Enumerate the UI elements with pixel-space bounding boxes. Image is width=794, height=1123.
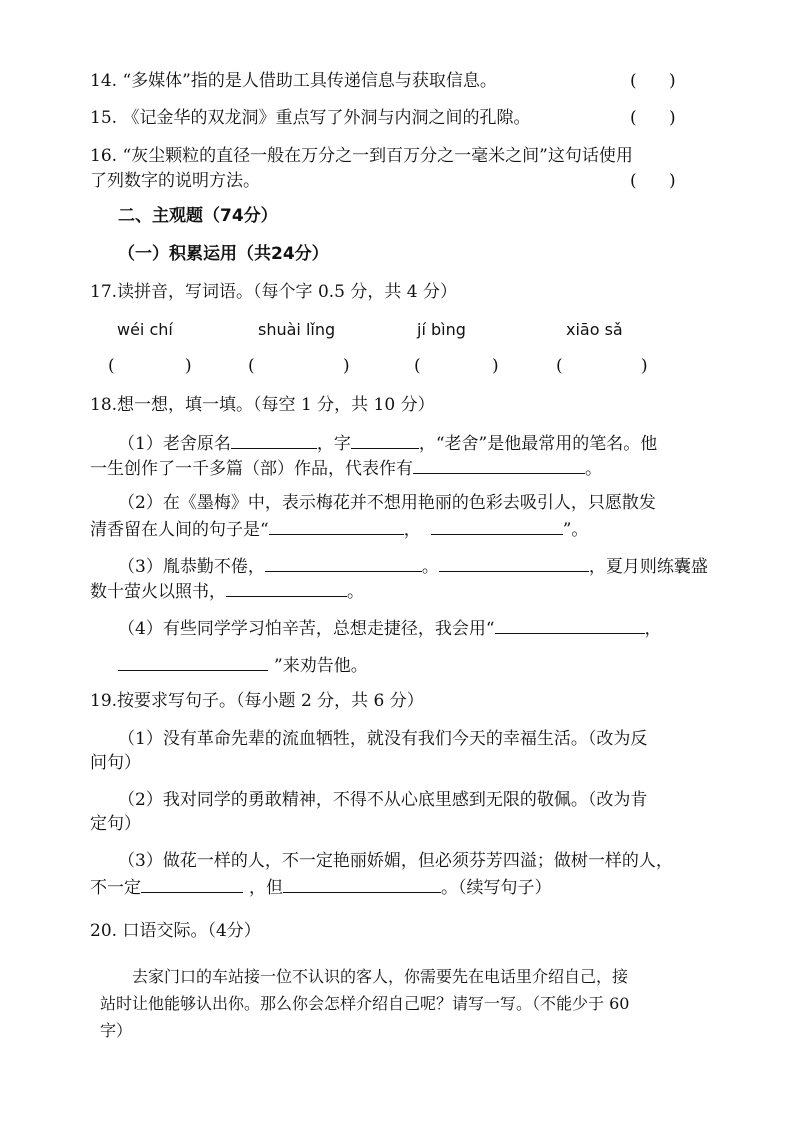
q17-box-1-close: ) [185,356,192,376]
q19-s3-line2 [90,874,552,900]
q18-title: 18.想一想，填一填。（每空 1 分，共 10 分） [90,395,435,415]
blank-tree-2[interactable] [283,874,441,893]
q17-box-4-close: ) [641,356,648,376]
q18-p2-c: ， [403,520,421,540]
blank-proverb-2[interactable] [118,652,268,671]
q18-part3-line1 [118,553,708,579]
q18-part4-line1 [118,615,662,641]
q19-s2-line1: （2）我对同学的勇敢精神，不得不从心底里感到无限的敬佩。（改为肯 [118,790,648,810]
blank-tree-1[interactable] [141,874,243,893]
q19-s3-c: ，但 [249,878,283,898]
q19-title: 19.按要求写句子。（每小题 2 分，共 6 分） [90,691,424,711]
q18-p2-line1: （2）在《墨梅》中，表示梅花并不想用艳丽的色彩去吸引人，只愿散发 [118,493,656,513]
blank-lao-she-zi[interactable] [351,430,419,449]
q18-part1-line1 [118,430,657,456]
blank-nangying-1[interactable] [265,553,422,572]
judge-item-16-line1: 16. “灰尘颗粒的直径一般在万分之一到百万分之一毫米之间”这句话使用 [90,146,633,166]
q19-s2-line2: 定句） [90,814,141,834]
q18-p3-c: ，夏月则练囊盛 [588,557,708,577]
q18-p1-b: ，字 [316,434,351,454]
blank-lao-she-name[interactable] [231,430,317,449]
q18-part3-line2 [90,578,364,604]
blank-nangying-3[interactable] [226,578,347,597]
q17-pinyin-3: jí bìng [417,320,466,339]
q19-s3-line1: （3）做花一样的人，不一定艳丽娇媚，但必须芬芳四溢；做树一样的人， [118,851,673,871]
q17-title: 17.读拼音，写词语。（每个字 0.5 分，共 4 分） [90,282,458,302]
q18-p1-a: （1）老舍原名 [118,434,231,454]
q17-pinyin-2: shuài lǐng [258,320,336,339]
q18-p3-a: （3）胤恭勤不倦， [118,557,265,577]
q17-box-4-open[interactable]: ( [556,356,563,376]
answer-paren-15[interactable]: ( ) [630,108,676,128]
q18-p4-a: （4）有些同学学习怕辛苦，总想走捷径，我会用“ [118,619,495,639]
blank-proverb-1[interactable] [495,615,645,634]
q19-s1-line2: 问句） [90,753,141,773]
q18-p1-e: 。 [585,459,602,479]
q17-box-3-open[interactable]: ( [414,356,421,376]
q17-box-1-open[interactable]: ( [108,356,115,376]
judge-item-16-line2: 了列数字的说明方法。 [90,171,260,191]
q17-pinyin-4: xiāo sǎ [566,320,623,339]
q19-s1-line1: （1）没有革命先辈的流血牺牲，就没有我们今天的幸福生活。（改为反 [118,729,648,749]
q18-p2-d: ”。 [562,520,589,540]
section2-title: 二、主观题（74分） [118,206,278,226]
blank-momei-line1[interactable] [269,516,404,535]
q17-box-2-close: ) [343,356,350,376]
answer-paren-14[interactable]: ( ) [630,71,676,91]
judge-item-15: 15. 《记金华的双龙洞》重点写了外洞与内洞之间的孔隙。 [90,108,531,128]
q20-prompt-line3: 字） [100,1021,133,1040]
q17-box-2-open[interactable]: ( [248,356,255,376]
q18-p3-e: 。 [347,582,364,602]
blank-representative-works[interactable] [413,455,585,474]
q20-prompt-line2: 站时让他能够认出你。那么你会怎样介绍自己呢？请写一写。（不能少于 60 [100,994,630,1013]
q19-s3-b: 不一定 [90,878,141,898]
q19-s3-d: 。（续写句子） [441,878,552,898]
blank-nangying-2[interactable] [439,553,589,572]
q20-prompt-line1: 去家门口的车站接一位不认识的客人，你需要先在电话里介绍自己，接 [132,967,629,986]
q18-p4-b: ， [644,619,662,639]
q18-p1-c: ，“老舍”是他最常用的笔名。他 [418,434,658,454]
q18-part1-line2 [90,455,602,481]
q18-p3-d: 数十萤火以照书， [90,582,226,602]
q20-title: 20. 口语交际。（4分） [90,921,261,941]
answer-paren-16[interactable]: ( ) [630,171,676,191]
q17-box-3-close: ) [492,356,499,376]
subsection1-title: （一）积累运用（共24分） [118,244,329,264]
q18-p4-c: ”来劝告他。 [274,656,368,676]
judge-item-14: 14. “多媒体”指的是人借助工具传递信息与获取信息。 [90,71,497,91]
q18-part2-line2 [90,516,588,542]
q18-part4-line2 [118,652,368,678]
blank-momei-line2[interactable] [431,516,563,535]
q18-p1-d: 一生创作了一千多篇（部）作品，代表作有 [90,459,413,479]
q18-p3-b: 。 [421,557,439,577]
q18-p2-b: 清香留在人间的句子是“ [90,520,269,540]
q17-pinyin-1: wéi chí [117,320,173,339]
